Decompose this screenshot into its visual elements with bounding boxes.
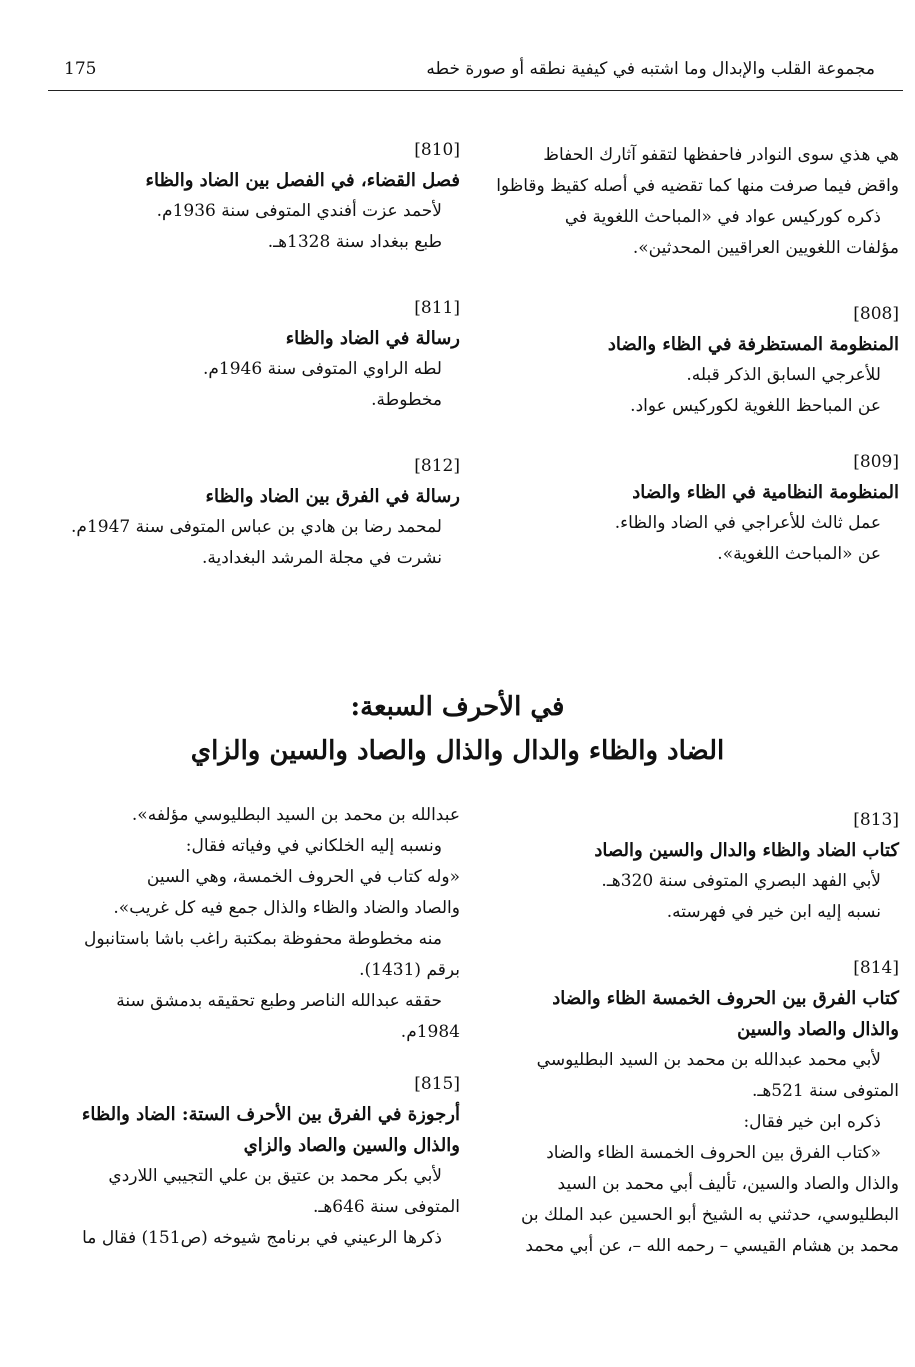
entry-line: للأعرجي السابق الذكر قبله. xyxy=(686,365,881,385)
entry-number: [813] xyxy=(853,810,899,830)
entry-810 xyxy=(50,140,460,258)
text-line: منه مخطوطة محفوظة بمكتبة راغب باشا باستانبول xyxy=(84,929,442,949)
entry-812 xyxy=(50,456,460,574)
entry-line: لأبي الفهد البصري المتوفى سنة 320هـ. xyxy=(601,871,881,891)
running-title: مجموعة القلب والإبدال وما اشتبه في كيفية نطقه أو صورة خطه xyxy=(426,59,875,79)
entry-line: لمحمد رضا بن هادي بن عباس المتوفى سنة 1947م. xyxy=(71,517,442,537)
entry-813 xyxy=(494,810,899,928)
entry-number: [812] xyxy=(414,456,460,476)
page-number: 175 xyxy=(64,59,97,79)
entry-line: لطه الراوي المتوفى سنة 1946م. xyxy=(202,359,442,379)
entry-number: [814] xyxy=(853,958,899,978)
entry-814 xyxy=(494,958,899,1262)
text-line: 1984م. xyxy=(400,1022,460,1042)
top-right-column xyxy=(494,140,899,600)
entry-811 xyxy=(50,298,460,416)
entry-line: محمد بن هشام القيسي – رحمه الله –، عن أبي محمد xyxy=(525,1236,899,1256)
text-line: ونسبه إليه الخلكاني في وفياته فقال: xyxy=(185,836,442,856)
entry-line: طبع ببغداد سنة 1328هـ. xyxy=(267,232,442,252)
text-line: والصاد والضاد والظاء والذال جمع فيه كل غريب». xyxy=(113,898,460,918)
entry-number: [808] xyxy=(853,304,899,324)
entry-title: كتاب الضاد والظاء والدال والسين والصاد xyxy=(594,840,899,861)
entry-line: عن المباحظ اللغوية لكوركيس عواد. xyxy=(630,396,881,416)
section-heading-line1: في الأحرف السبعة: xyxy=(350,692,565,722)
entry-line: عمل ثالث للأعراجي في الضاد والظاء. xyxy=(614,513,881,533)
entry-809 xyxy=(494,452,899,570)
section-heading-line2: الضاد والظاء والدال والذال والصاد والسين والزاي xyxy=(190,736,725,766)
top-left-column xyxy=(50,140,460,604)
entry-line: نسبه إليه ابن خير في فهرسته. xyxy=(666,902,881,922)
text-line: ذكره كوركيس عواد في «المباحث اللغوية في xyxy=(564,207,881,227)
entry-number: [811] xyxy=(414,298,460,318)
entry-number: [810] xyxy=(414,140,460,160)
bottom-left-column xyxy=(50,800,460,1284)
entry-line: والذال والصاد والسين، تأليف أبي محمد بن السيد xyxy=(557,1174,899,1194)
entry-line: المتوفى سنة 521هـ. xyxy=(751,1081,899,1101)
entry-line: لأبي محمد عبدالله بن محمد بن السيد البطليوسي xyxy=(536,1050,881,1070)
entry-title: المنظومة النظامية في الظاء والضاد xyxy=(632,482,899,503)
verse-line: واقض فيما صرفت منها كما تقضيه في أصله كقيظ وقاظوا xyxy=(496,176,899,196)
section-heading xyxy=(60,685,855,773)
entry-line: نشرت في مجلة المرشد البغدادية. xyxy=(202,548,442,568)
entry-title: رسالة في الضاد والظاء xyxy=(285,328,460,349)
entry-title: أرجوزة في الفرق بين الأحرف الستة: الضاد والظاء xyxy=(81,1104,460,1125)
text-line: «وله كتاب في الحروف الخمسة، وهي السين xyxy=(146,867,460,887)
entry-title: المنظومة المستظرفة في الظاء والضاد xyxy=(607,334,899,355)
entry-title: فصل القضاء، في الفصل بين الضاد والظاء xyxy=(145,170,460,191)
entry-808 xyxy=(494,304,899,422)
text-line: برقم (1431). xyxy=(359,960,460,980)
entry-line: لأحمد عزت أفندي المتوفى سنة 1936م. xyxy=(156,201,442,221)
entry-title-continued: والذال والصاد والسين xyxy=(737,1019,899,1040)
bottom-right-column xyxy=(494,810,899,1292)
page-header xyxy=(50,55,875,89)
entry-line: البطليوسي، حدثني به الشيخ أبو الحسين عبد الملك بن xyxy=(520,1205,899,1225)
entry-line: ذكرها الرعيني في برنامج شيوخه (ص151) فقال ما xyxy=(82,1228,442,1248)
header-rule xyxy=(48,90,903,91)
entry-line: لأبي بكر محمد بن عتيق بن علي التجيبي اللاردي xyxy=(108,1166,442,1186)
entry-line: «كتاب الفرق بين الحروف الخمسة الظاء والضاد xyxy=(546,1143,881,1163)
entry-number: [809] xyxy=(853,452,899,472)
text-line: مؤلفات اللغويين العراقيين المحدثين». xyxy=(632,238,899,258)
entry-line: عن «المباحث اللغوية». xyxy=(717,544,881,564)
verse-line: هي هذي سوى النوادر فاحفظها لتقفو آثارك الحفاظ xyxy=(543,145,899,165)
entry-line: ذكره ابن خير فقال: xyxy=(743,1112,881,1132)
entry-line: مخطوطة. xyxy=(371,390,442,410)
entry-line: المتوفى سنة 646هـ. xyxy=(312,1197,460,1217)
entry-title: كتاب الفرق بين الحروف الخمسة الظاء والضاد xyxy=(552,988,899,1009)
entry-number: [815] xyxy=(414,1074,460,1094)
text-line: حققه عبدالله الناصر وطبع تحقيقه بدمشق سنة xyxy=(116,991,442,1011)
text-line: عبدالله بن محمد بن السيد البطليوسي مؤلفه». xyxy=(131,805,460,825)
entry-title-continued: والذال والسين والصاد والزاي xyxy=(243,1135,460,1156)
entry-title: رسالة في الفرق بين الضاد والظاء xyxy=(205,486,460,507)
entry-815 xyxy=(50,1074,460,1254)
